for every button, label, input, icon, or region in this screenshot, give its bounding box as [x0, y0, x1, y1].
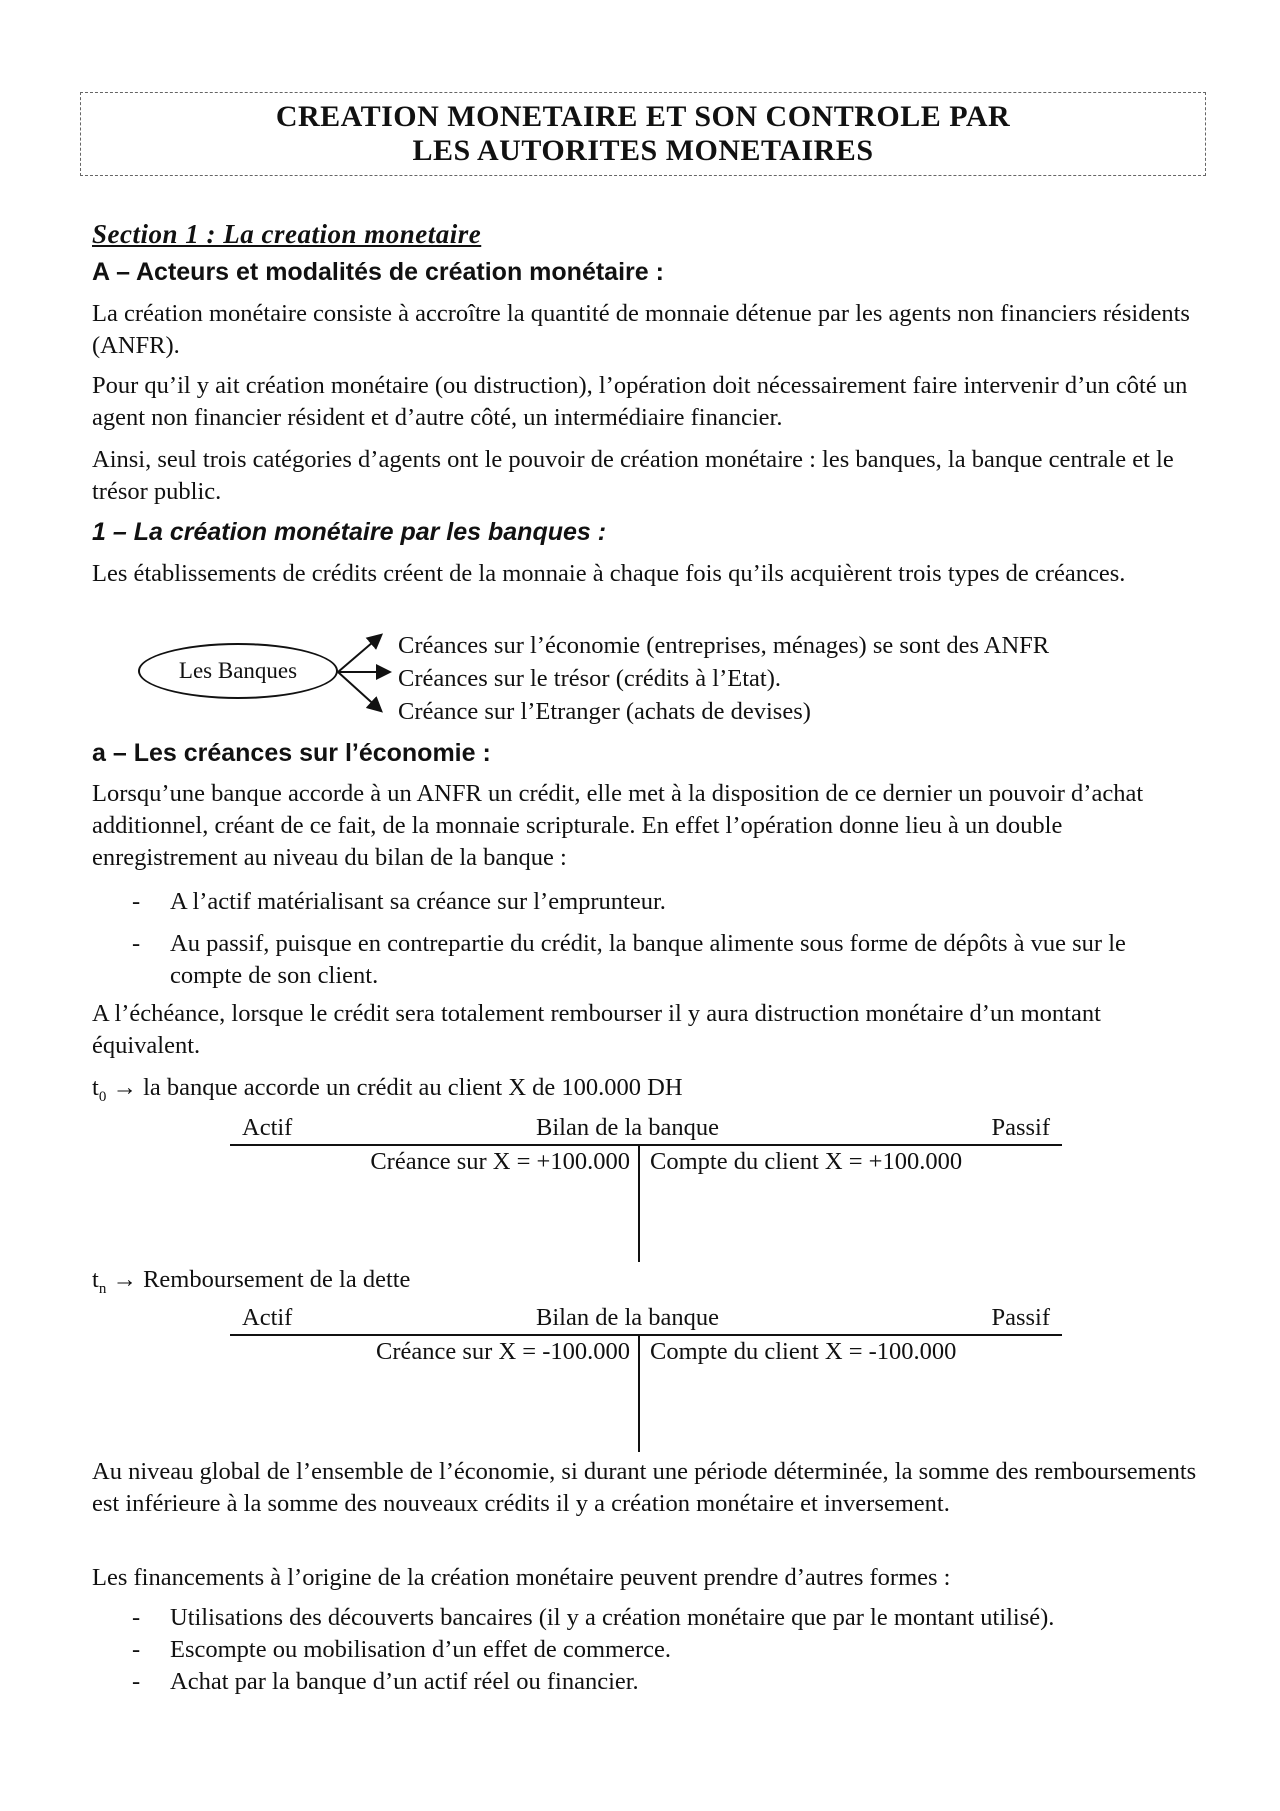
paragraph-3: Ainsi, seul trois catégories d’agents ont le pouvoir de création monétaire : les banques, la banque centrale et le trésor public. — [92, 446, 1174, 505]
list-item: - Au passif, puisque en contrepartie du crédit, la banque alimente sous forme de dépôts à vue sur le compte de son client. — [132, 930, 1126, 989]
bilan-passif-entry: Compte du client X = -100.000 — [650, 1338, 957, 1365]
banks-oval — [138, 643, 338, 699]
bilan-table-credit — [230, 1114, 1062, 1175]
bilan-title: Bilan de la banque — [536, 1114, 720, 1141]
title-line-1: CREATION MONETAIRE ET SON CONTROLE PAR — [275, 100, 1011, 133]
bilan-title: Bilan de la banque — [536, 1304, 720, 1331]
bilan-passif-label: Passif — [991, 1304, 1050, 1331]
title-box — [80, 92, 1206, 176]
banks-oval-label: Les Banques — [178, 658, 298, 683]
bilan-actif-entry: Créance sur X = -100.000 — [376, 1338, 630, 1365]
bilan-actif-entry: Créance sur X = +100.000 — [370, 1148, 630, 1175]
paragraph-5: Lorsqu’une banque accorde à un ANFR un crédit, elle met à la disposition de ce dernier un pouvoir d’achat additionnel, créant de ce fait, de la monnaie scripturale. En effet l’opération donne lieu à un double enregistrement au niveau du bilan de la banque : — [92, 780, 1144, 871]
paragraph-6: A l’échéance, lorsque le crédit sera totalement rembourser il y aura distruction monétaire d’un montant équivalent. — [92, 1000, 1101, 1059]
paragraph-8: Les financements à l’origine de la création monétaire peuvent prendre d’autres formes : — [92, 1564, 951, 1591]
paragraph-1: La création monétaire consiste à accroître la quantité de monnaie détenue par les agents non financiers résidents (ANFR). — [92, 300, 1190, 359]
list-item: - Utilisations des découverts bancaires (il y a création monétaire que par le montant utilisé). — [132, 1604, 1055, 1631]
t0-line: $t_0$ → la banque accorde un crédit au client X de 100.000 DH — [92, 1074, 683, 1105]
bilan-divider — [638, 1336, 640, 1452]
bilan-passif-label: Passif — [991, 1114, 1050, 1141]
bilan-divider — [638, 1146, 640, 1262]
creance-item-3: Créance sur l’Etranger (achats de devises) — [398, 698, 811, 725]
list-item: - A l’actif matérialisant sa créance sur l’emprunteur. — [132, 888, 666, 915]
list-item: - Achat par la banque d’un actif réel ou financier. — [132, 1668, 639, 1695]
paragraph-2: Pour qu’il y ait création monétaire (ou distruction), l’opération doit nécessairement faire intervenir d’un côté un agent non financier résident et d’autre côté, un intermédiaire financier. — [92, 372, 1188, 431]
branch-arrows-icon — [336, 628, 406, 718]
tn-line: $t_n$ → Remboursement de la dette — [92, 1266, 411, 1297]
heading-a-creances: a – Les créances sur l’économie : — [92, 739, 491, 767]
heading-1: 1 – La création monétaire par les banques : — [92, 518, 607, 546]
list-item: - Escompte ou mobilisation d’un effet de commerce. — [132, 1636, 671, 1663]
bilan-actif-label: Actif — [242, 1304, 293, 1331]
creance-item-1: Créances sur l’économie (entreprises, ménages) se sont des ANFR — [398, 632, 1050, 659]
bilan-actif-label: Actif — [242, 1114, 293, 1141]
creance-item-2: Créances sur le trésor (crédits à l’Etat). — [398, 665, 781, 692]
title-line-2: LES AUTORITES MONETAIRES — [412, 134, 874, 167]
paragraph-4: Les établissements de crédits créent de la monnaie à chaque fois qu’ils acquièrent trois types de créances. — [92, 560, 1126, 587]
bilan-table-remboursement — [230, 1304, 1062, 1365]
section-title: Section 1 : La creation monetaire — [92, 219, 482, 249]
bilan-passif-entry: Compte du client X = +100.000 — [650, 1148, 963, 1175]
heading-a: A – Acteurs et modalités de création monétaire : — [92, 258, 664, 286]
paragraph-7: Au niveau global de l’ensemble de l’économie, si durant une période déterminée, la somme des remboursements est inférieure à la somme des nouveaux crédits il y a création monétaire et inversement. — [92, 1458, 1197, 1517]
